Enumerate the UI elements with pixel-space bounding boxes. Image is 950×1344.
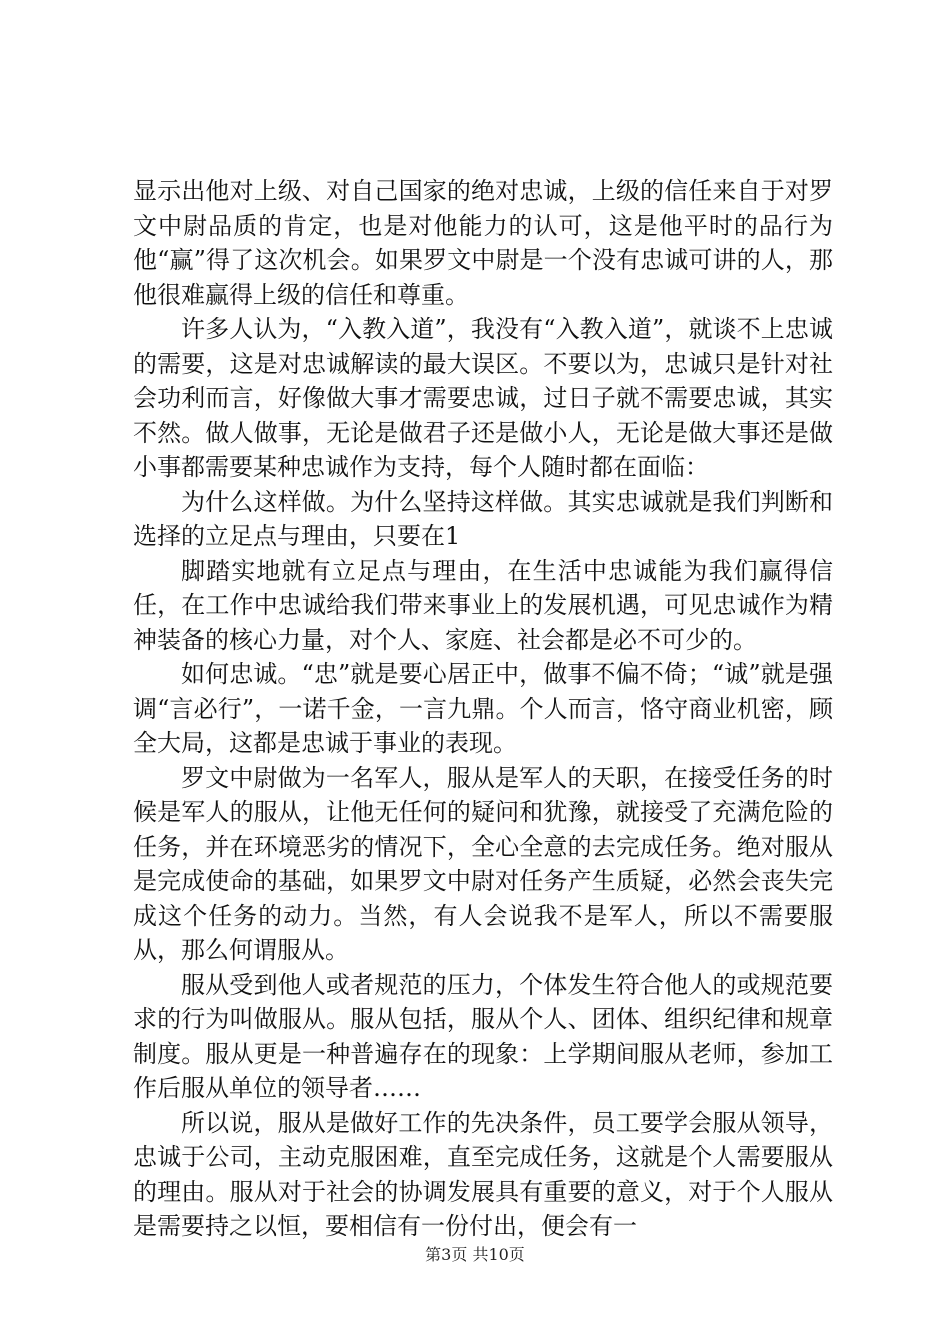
paragraph-3: 为什么这样做。为什么坚持这样做。其实忠诚就是我们判断和选择的立足点与理由，只要在1: [133, 487, 833, 550]
paragraph-2: 许多人认为，“入教入道”，我没有“入教入道”，就谈不上忠诚的需要，这是对忠诚解读的最大误区。不要以为，忠诚只是针对社会功利而言，好像做大事才需要忠诚，过日子就不需要忠诚，其实不然。做人做事，无论是做君子还是做小人，无论是做大事还是做小事都需要某种忠诚作为支持，每个人随时都在面临：: [133, 315, 833, 481]
paragraph-5: 如何忠诚。“忠”就是要心居正中，做事不偏不倚；“诚”就是强调“言必行”，一诺千金，一言九鼎。个人而言，恪守商业机密，顾全大局，这都是忠诚于事业的表现。: [133, 660, 833, 757]
document-body: [133, 174, 833, 1244]
paragraph-6: 罗文中尉做为一名军人，服从是军人的天职，在接受任务的时候是军人的服从，让他无任何的疑问和犹豫，就接受了充满危险的任务，并在环境恶劣的情况下，全心全意的去完成任务。绝对服从是完成使命的基础，如果罗文中尉对任务产生质疑，必然会丧失完成这个任务的动力。当然，有人会说我不是军人，所以不需要服从，那么何谓服从。: [133, 763, 833, 964]
paragraph-7: 服从受到他人或者规范的压力，个体发生符合他人的或规范要求的行为叫做服从。服从包括，服从个人、团体、组织纪律和规章制度。服从更是一种普遍存在的现象：上学期间服从老师，参加工作后服从单位的领导者……: [133, 970, 833, 1102]
page-footer: 第3页 共10页: [425, 1245, 525, 1264]
paragraph-8: 所以说，服从是做好工作的先决条件，员工要学会服从领导，忠诚于公司，主动克服困难，直至完成任务，这就是个人需要服从的理由。服从对于社会的协调发展具有重要的意义，对于个人服从是需要持之以恒，要相信有一份付出，便会有一: [133, 1108, 833, 1240]
paragraph-4: 脚踏实地就有立足点与理由，在生活中忠诚能为我们赢得信任，在工作中忠诚给我们带来事业上的发展机遇，可见忠诚作为精神装备的核心力量，对个人、家庭、社会都是必不可少的。: [133, 556, 833, 654]
paragraph-1: 显示出他对上级、对自己国家的绝对忠诚，上级的信任来自于对罗文中尉品质的肯定，也是对他能力的认可，这是他平时的品行为他“赢”得了这次机会。如果罗文中尉是一个没有忠诚可讲的人，那他很难赢得上级的信任和尊重。: [133, 177, 833, 309]
